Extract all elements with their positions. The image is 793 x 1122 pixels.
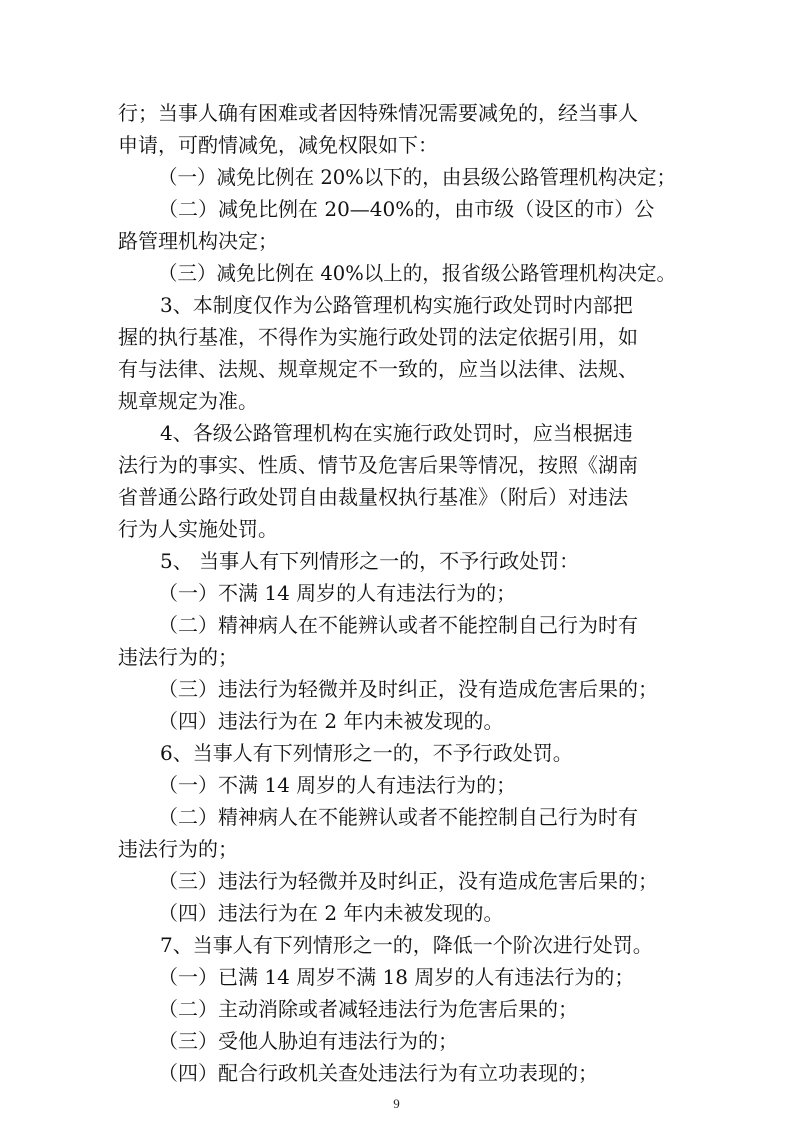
text-line: （二）减免比例在 20—40%的，由市级（设区的市）公 (158, 197, 655, 221)
text-line: 6、当事人有下列情形之一的，不予行政处罚。 (160, 741, 573, 765)
text-line: 违法行为的； (118, 837, 238, 861)
text-line: 4、各级公路管理机构在实施行政处罚时，应当根据违 (160, 421, 633, 445)
text-line: 省普通公路行政处罚自由裁量权执行基准》（附后）对违法 (118, 485, 628, 509)
text-line: 7、当事人有下列情形之一的，降低一个阶次进行处罚。 (160, 933, 653, 957)
text-line: （一）减免比例在 20%以下的，由县级公路管理机构决定； (158, 165, 677, 189)
text-line: 握的执行基准，不得作为实施行政处罚的法定依据引用，如 (118, 325, 638, 349)
text-line: 3、本制度仅作为公路管理机构实施行政处罚时内部把 (160, 293, 633, 317)
text-line: （一）不满 14 周岁的人有违法行为的； (158, 581, 517, 605)
text-line: （四）配合行政机关查处违法行为有立功表现的； (158, 1061, 598, 1085)
text-line: （二）精神病人在不能辨认或者不能控制自己行为时有 (158, 805, 638, 829)
text-line: （四）违法行为在 2 年内未被发现的。 (158, 709, 504, 733)
text-line: 行；当事人确有困难或者因特殊情况需要减免的，经当事人 (118, 101, 638, 125)
text-line: （三）减免比例在 40%以上的，报省级公路管理机构决定。 (158, 261, 677, 285)
text-line: （三）受他人胁迫有违法行为的； (158, 1029, 458, 1053)
text-line: 申请，可酌情减免，减免权限如下： (118, 133, 438, 157)
page-number: 9 (393, 1096, 400, 1111)
text-line: （一）不满 14 周岁的人有违法行为的； (158, 773, 517, 797)
text-line: 5、 当事人有下列情形之一的，不予行政处罚： (160, 549, 580, 573)
text-line: 违法行为的； (118, 645, 238, 669)
text-line: 法行为的事实、性质、情节及危害后果等情况，按照《湖南 (118, 453, 638, 477)
text-line: （二）主动消除或者减轻违法行为危害后果的； (158, 997, 578, 1021)
text-line: （三）违法行为轻微并及时纠正，没有造成危害后果的； (158, 869, 658, 893)
text-line: （二）精神病人在不能辨认或者不能控制自己行为时有 (158, 613, 638, 637)
text-line: （一）已满 14 周岁不满 18 周岁的人有违法行为的； (158, 965, 635, 989)
text-line: 路管理机构决定； (118, 229, 278, 253)
text-line: （四）违法行为在 2 年内未被发现的。 (158, 901, 504, 925)
text-line: 规章规定为准。 (118, 389, 258, 413)
text-line: （三）违法行为轻微并及时纠正，没有造成危害后果的； (158, 677, 658, 701)
text-line: 有与法律、法规、规章规定不一致的，应当以法律、法规、 (118, 357, 638, 381)
text-line: 行为人实施处罚。 (118, 517, 278, 541)
